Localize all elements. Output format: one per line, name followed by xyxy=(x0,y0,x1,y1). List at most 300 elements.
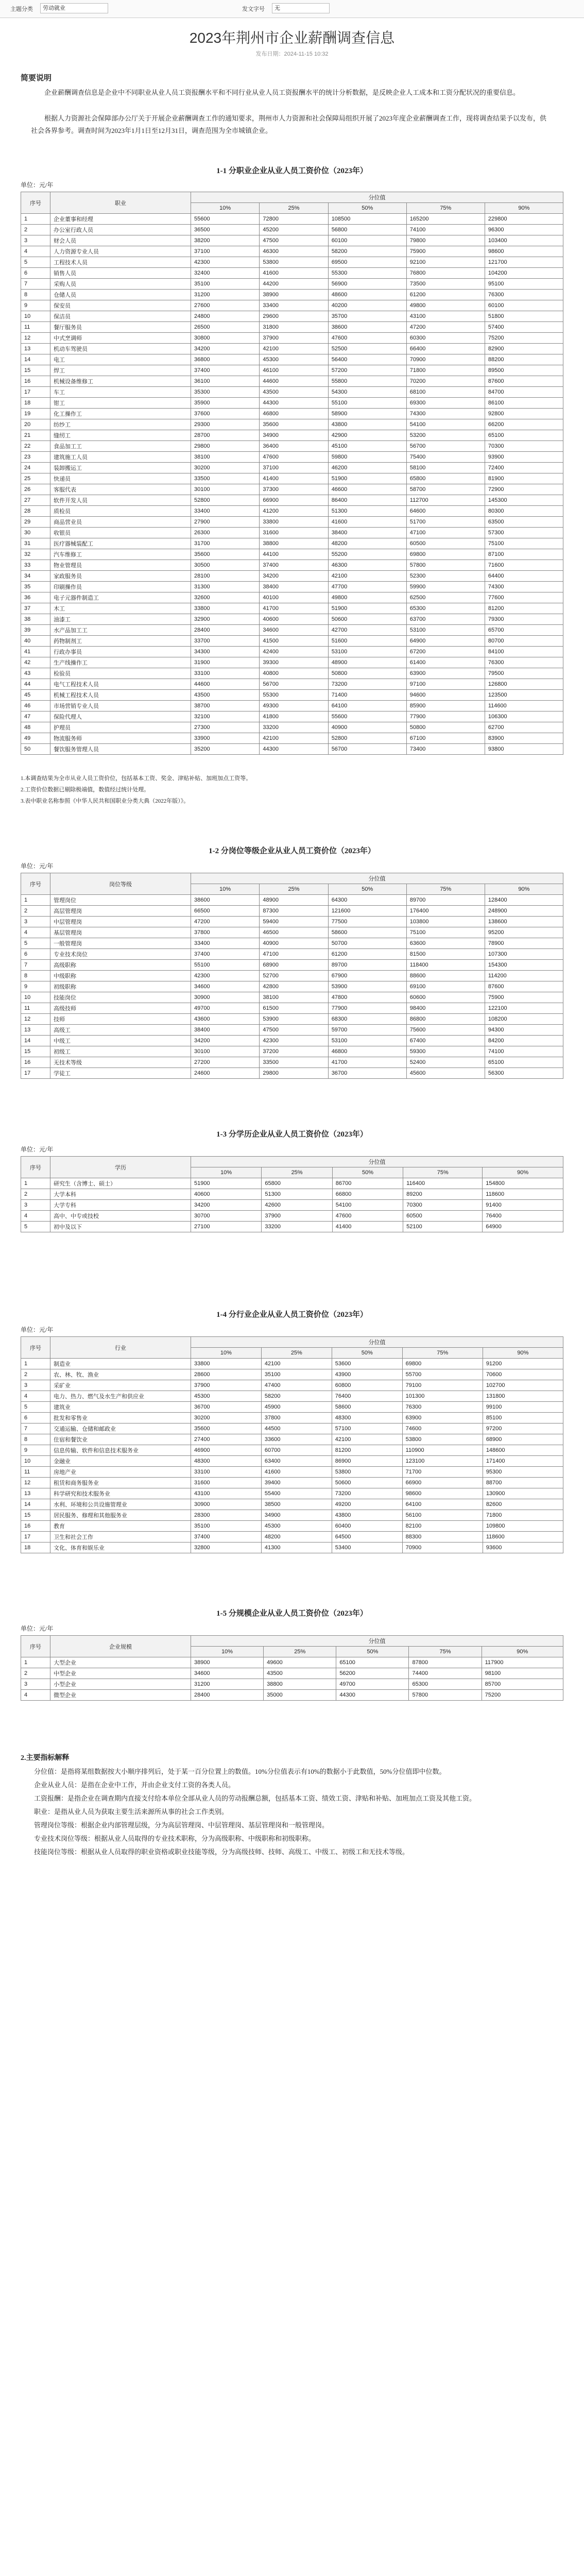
cell-value: 30500 xyxy=(191,560,260,571)
cell-value: 53600 xyxy=(332,1359,402,1369)
cell-value: 27400 xyxy=(191,1434,262,1445)
cell-value: 30200 xyxy=(191,463,260,473)
page-title: 2023年荆州市企业薪酬调查信息 xyxy=(189,30,395,46)
cell-value: 77900 xyxy=(406,711,485,722)
row-label: 缝纫工 xyxy=(50,430,191,441)
cell-value: 33400 xyxy=(191,938,260,949)
row-number: 1 xyxy=(21,1657,50,1668)
col-header-percentile: 10% xyxy=(191,1348,262,1359)
cell-value: 55700 xyxy=(402,1369,483,1380)
cell-value: 93800 xyxy=(485,744,563,755)
cell-value: 101300 xyxy=(402,1391,483,1402)
row-label: 卫生和社会工作 xyxy=(50,1532,191,1543)
cell-value: 128400 xyxy=(485,895,563,906)
cell-value: 121700 xyxy=(485,257,563,268)
cell-value: 56700 xyxy=(406,441,485,452)
row-number: 37 xyxy=(21,603,50,614)
row-number: 12 xyxy=(21,1478,50,1488)
cell-value: 56700 xyxy=(328,744,406,755)
cell-value: 38900 xyxy=(191,1657,264,1668)
table-row xyxy=(21,603,563,614)
row-label: 高层管理岗 xyxy=(50,906,191,917)
row-label: 装卸搬运工 xyxy=(50,463,191,473)
cell-value: 49800 xyxy=(328,592,406,603)
cell-value: 33400 xyxy=(191,506,260,517)
table-row xyxy=(21,1510,563,1521)
table-row xyxy=(21,906,563,917)
cell-value: 53100 xyxy=(328,647,406,657)
table-row xyxy=(21,268,563,279)
row-label: 护理员 xyxy=(50,722,191,733)
cell-value: 31800 xyxy=(260,322,328,333)
cell-value: 51600 xyxy=(328,636,406,647)
cell-value: 51900 xyxy=(191,1178,262,1189)
cell-value: 28700 xyxy=(191,430,260,441)
cell-value: 52700 xyxy=(260,971,328,981)
cell-value: 51800 xyxy=(485,311,563,322)
cell-value: 59900 xyxy=(406,582,485,592)
cell-value: 38200 xyxy=(191,235,260,246)
cell-value: 60700 xyxy=(261,1445,332,1456)
col-header-percentile-group: 分位值 xyxy=(191,1636,563,1647)
row-number: 36 xyxy=(21,592,50,603)
cell-value: 30800 xyxy=(191,333,260,344)
cell-value: 33800 xyxy=(191,1359,262,1369)
table-row xyxy=(21,1532,563,1543)
cell-value: 60300 xyxy=(406,333,485,344)
row-number: 23 xyxy=(21,452,50,463)
cell-value: 43800 xyxy=(328,419,406,430)
cell-value: 74100 xyxy=(406,225,485,235)
row-label: 基层管理岗 xyxy=(50,927,191,938)
cell-value: 70900 xyxy=(402,1543,483,1553)
cell-value: 84100 xyxy=(485,647,563,657)
cell-value: 53800 xyxy=(332,1467,402,1478)
cell-value: 130900 xyxy=(483,1488,563,1499)
table-4-unit: 单位：元/年 xyxy=(21,1326,54,1333)
table-row xyxy=(21,1178,563,1189)
table-row xyxy=(21,376,563,387)
row-number: 17 xyxy=(21,1532,50,1543)
row-label: 钳工 xyxy=(50,398,191,409)
cell-value: 114600 xyxy=(485,701,563,711)
cell-value: 42600 xyxy=(262,1200,332,1211)
cell-value: 38800 xyxy=(264,1679,336,1690)
row-label: 快递员 xyxy=(50,473,191,484)
cell-value: 67900 xyxy=(328,971,406,981)
cell-value: 77600 xyxy=(485,592,563,603)
cell-value: 40900 xyxy=(260,938,328,949)
table-row xyxy=(21,1036,563,1046)
row-label: 技师 xyxy=(50,1014,191,1025)
row-label: 质检员 xyxy=(50,506,191,517)
explanation-item: 分位值：是指将某组数据按大小顺序排列后，处于某一百分位置上的数值。10%分位值表示有10%的数据小于此数值，50%分位值即中位数。 xyxy=(34,1768,446,1775)
cell-value: 34200 xyxy=(191,344,260,354)
cell-value: 117900 xyxy=(482,1657,563,1668)
row-label: 餐厅服务员 xyxy=(50,322,191,333)
table-row xyxy=(21,1478,563,1488)
cell-value: 47700 xyxy=(328,582,406,592)
cell-value: 55400 xyxy=(261,1488,332,1499)
cell-value: 69300 xyxy=(406,398,485,409)
table-row xyxy=(21,1467,563,1478)
row-number: 28 xyxy=(21,506,50,517)
cell-value: 38600 xyxy=(328,322,406,333)
cell-value: 51900 xyxy=(328,473,406,484)
cell-value: 60400 xyxy=(332,1521,402,1532)
cell-value: 43500 xyxy=(191,690,260,701)
cell-value: 57400 xyxy=(485,322,563,333)
cell-value: 42100 xyxy=(260,733,328,744)
table-row xyxy=(21,214,563,225)
cell-value: 109800 xyxy=(483,1521,563,1532)
cell-value: 79500 xyxy=(485,668,563,679)
row-label: 农、林、牧、渔业 xyxy=(50,1369,191,1380)
table-row xyxy=(21,1543,563,1553)
col-header-percentile: 10% xyxy=(191,1647,264,1657)
row-number: 6 xyxy=(21,1413,50,1423)
intro-paragraph-1: 企业薪酬调查信息是企业中不同职业从业人员工资报酬水平和不同行业从业人员工资报酬水平的统计分析数据，是反映企业人工成本和工资分配状况的重要信息。 xyxy=(44,89,520,96)
cell-value: 40100 xyxy=(260,592,328,603)
cell-value: 46200 xyxy=(328,463,406,473)
cell-value: 74600 xyxy=(402,1423,483,1434)
cell-value: 41600 xyxy=(328,517,406,528)
col-header-percentile-group: 分位值 xyxy=(191,1157,563,1167)
row-number: 6 xyxy=(21,949,50,960)
cell-value: 35600 xyxy=(191,1423,262,1434)
table-row xyxy=(21,1057,563,1068)
cell-value: 68100 xyxy=(406,387,485,398)
cell-value: 48900 xyxy=(328,657,406,668)
table-row xyxy=(21,571,563,582)
cell-value: 98400 xyxy=(406,1003,485,1014)
row-number: 1 xyxy=(21,1178,50,1189)
cell-value: 30900 xyxy=(191,1499,262,1510)
col-header-name: 学历 xyxy=(50,1157,191,1178)
col-header-name: 企业规模 xyxy=(50,1636,191,1657)
row-number: 8 xyxy=(21,290,50,300)
table-row xyxy=(21,960,563,971)
cell-value: 104200 xyxy=(485,268,563,279)
cell-value: 73200 xyxy=(328,679,406,690)
row-label: 电子元器件制造工 xyxy=(50,592,191,603)
table-2-title: 1-2 分岗位等级企业从业人员工资价位（2023年） xyxy=(209,847,375,855)
cell-value: 51300 xyxy=(328,506,406,517)
row-number: 33 xyxy=(21,560,50,571)
row-number: 26 xyxy=(21,484,50,495)
row-label: 食品加工工 xyxy=(50,441,191,452)
row-label: 机械工程技术人员 xyxy=(50,690,191,701)
cell-value: 45100 xyxy=(328,441,406,452)
table-row xyxy=(21,625,563,636)
table-row xyxy=(21,246,563,257)
table-row xyxy=(21,473,563,484)
row-number: 49 xyxy=(21,733,50,744)
cell-value: 63900 xyxy=(402,1413,483,1423)
cell-value: 81500 xyxy=(406,949,485,960)
cell-value: 75900 xyxy=(406,246,485,257)
row-number: 4 xyxy=(21,1211,50,1222)
row-label: 工程技术人员 xyxy=(50,257,191,268)
cell-value: 59800 xyxy=(328,452,406,463)
table-row xyxy=(21,1189,563,1200)
cell-value: 27600 xyxy=(191,300,260,311)
cell-value: 65700 xyxy=(485,625,563,636)
cell-value: 229800 xyxy=(485,214,563,225)
cell-value: 58100 xyxy=(406,463,485,473)
cell-value: 38100 xyxy=(191,452,260,463)
cell-value: 46300 xyxy=(260,246,328,257)
cell-value: 32400 xyxy=(191,268,260,279)
cell-value: 73200 xyxy=(332,1488,402,1499)
table-row xyxy=(21,1380,563,1391)
row-number: 39 xyxy=(21,625,50,636)
cell-value: 33500 xyxy=(191,473,260,484)
cell-value: 46100 xyxy=(260,365,328,376)
col-header-percentile-group: 分位值 xyxy=(191,1337,563,1348)
cell-value: 32800 xyxy=(191,1543,262,1553)
cell-value: 47100 xyxy=(406,528,485,538)
table-industry-wages xyxy=(21,1336,563,1553)
cell-value: 75200 xyxy=(482,1690,563,1701)
row-number: 2 xyxy=(21,1668,50,1679)
cell-value: 34900 xyxy=(261,1510,332,1521)
table-row xyxy=(21,365,563,376)
indicator-explanations xyxy=(21,1752,563,1859)
cell-value: 61500 xyxy=(260,1003,328,1014)
cell-value: 50800 xyxy=(406,722,485,733)
row-number: 11 xyxy=(21,1467,50,1478)
row-number: 13 xyxy=(21,1025,50,1036)
cell-value: 43500 xyxy=(260,387,328,398)
row-number: 9 xyxy=(21,300,50,311)
row-label: 中层管理岗 xyxy=(50,917,191,927)
cell-value: 42400 xyxy=(260,647,328,657)
cell-value: 68900 xyxy=(260,960,328,971)
row-number: 45 xyxy=(21,690,50,701)
row-label: 仓储人员 xyxy=(50,290,191,300)
cell-value: 78900 xyxy=(485,938,563,949)
row-label: 初级职称 xyxy=(50,981,191,992)
cell-value: 65800 xyxy=(262,1178,332,1189)
cell-value: 66900 xyxy=(260,495,328,506)
cell-value: 34900 xyxy=(260,430,328,441)
row-label: 机动车驾驶员 xyxy=(50,344,191,354)
cell-value: 56800 xyxy=(328,225,406,235)
cell-value: 44500 xyxy=(261,1423,332,1434)
row-label: 医疗器械装配工 xyxy=(50,538,191,549)
cell-value: 37400 xyxy=(260,560,328,571)
row-number: 17 xyxy=(21,387,50,398)
cell-value: 46300 xyxy=(328,560,406,571)
row-label: 药物制剂工 xyxy=(50,636,191,647)
table-row xyxy=(21,1003,563,1014)
cell-value: 88200 xyxy=(485,354,563,365)
col-header-no: 序号 xyxy=(21,1337,50,1359)
cell-value: 71700 xyxy=(402,1467,483,1478)
cell-value: 33400 xyxy=(260,300,328,311)
cell-value: 73400 xyxy=(406,744,485,755)
cell-value: 48200 xyxy=(261,1532,332,1543)
cell-value: 154800 xyxy=(483,1178,563,1189)
cell-value: 31300 xyxy=(191,582,260,592)
cell-value: 86400 xyxy=(328,495,406,506)
cell-value: 112700 xyxy=(406,495,485,506)
row-number: 9 xyxy=(21,1445,50,1456)
cell-value: 154300 xyxy=(485,960,563,971)
cell-value: 33100 xyxy=(191,1467,262,1478)
cell-value: 76800 xyxy=(406,268,485,279)
cell-value: 53900 xyxy=(328,981,406,992)
col-header-percentile: 75% xyxy=(402,1348,483,1359)
cell-value: 41700 xyxy=(328,1057,406,1068)
cell-value: 97100 xyxy=(406,679,485,690)
cell-value: 27200 xyxy=(191,1057,260,1068)
table-row xyxy=(21,290,563,300)
cell-value: 88300 xyxy=(402,1532,483,1543)
cell-value: 81900 xyxy=(485,473,563,484)
table-row xyxy=(21,419,563,430)
cell-value: 42700 xyxy=(328,625,406,636)
cell-value: 33500 xyxy=(260,1057,328,1068)
cell-value: 74400 xyxy=(409,1668,482,1679)
table-row xyxy=(21,592,563,603)
cell-value: 28100 xyxy=(191,571,260,582)
row-label: 物流服务师 xyxy=(50,733,191,744)
cell-value: 38600 xyxy=(191,895,260,906)
table-row xyxy=(21,1488,563,1499)
table-header-row xyxy=(21,1337,563,1348)
row-number: 31 xyxy=(21,538,50,549)
table-row xyxy=(21,722,563,733)
cell-value: 36800 xyxy=(191,354,260,365)
cell-value: 28400 xyxy=(191,625,260,636)
cell-value: 69500 xyxy=(328,257,406,268)
cell-value: 53800 xyxy=(402,1434,483,1445)
table-header-row xyxy=(21,1636,563,1647)
cell-value: 34200 xyxy=(191,1200,262,1211)
row-label: 高级技师 xyxy=(50,1003,191,1014)
cell-value: 66900 xyxy=(402,1478,483,1488)
cell-value: 70300 xyxy=(485,441,563,452)
row-number: 3 xyxy=(21,1380,50,1391)
table-row xyxy=(21,636,563,647)
row-number: 50 xyxy=(21,744,50,755)
row-number: 7 xyxy=(21,279,50,290)
cell-value: 38400 xyxy=(328,528,406,538)
row-label: 水产品加工工 xyxy=(50,625,191,636)
cell-value: 95100 xyxy=(485,279,563,290)
cell-value: 69800 xyxy=(402,1359,483,1369)
row-label: 销售人员 xyxy=(50,268,191,279)
cell-value: 65300 xyxy=(409,1679,482,1690)
row-number: 11 xyxy=(21,1003,50,1014)
col-header-percentile: 10% xyxy=(191,884,260,895)
cell-value: 72800 xyxy=(260,214,328,225)
col-header-percentile: 50% xyxy=(328,203,406,214)
cell-value: 39400 xyxy=(261,1478,332,1488)
cell-value: 97200 xyxy=(483,1423,563,1434)
cell-value: 41200 xyxy=(260,506,328,517)
cell-value: 74300 xyxy=(406,409,485,419)
cell-value: 37900 xyxy=(260,333,328,344)
cell-value: 87300 xyxy=(260,906,328,917)
row-number: 34 xyxy=(21,571,50,582)
cell-value: 69800 xyxy=(406,549,485,560)
row-number: 42 xyxy=(21,657,50,668)
cell-value: 33800 xyxy=(191,603,260,614)
cell-value: 56700 xyxy=(260,679,328,690)
row-number: 12 xyxy=(21,1014,50,1025)
row-label: 中级职称 xyxy=(50,971,191,981)
table-row xyxy=(21,495,563,506)
row-label: 保险代理人 xyxy=(50,711,191,722)
cell-value: 88600 xyxy=(406,971,485,981)
cell-value: 54100 xyxy=(406,419,485,430)
cell-value: 35100 xyxy=(191,1521,262,1532)
cell-value: 60100 xyxy=(328,235,406,246)
cell-value: 67100 xyxy=(406,733,485,744)
cell-value: 44200 xyxy=(260,279,328,290)
cell-value: 96300 xyxy=(485,225,563,235)
row-number: 3 xyxy=(21,235,50,246)
cell-value: 60500 xyxy=(406,538,485,549)
cell-value: 171400 xyxy=(483,1456,563,1467)
cell-value: 35200 xyxy=(191,744,260,755)
table-row xyxy=(21,430,563,441)
cell-value: 95200 xyxy=(485,927,563,938)
table-row xyxy=(21,1359,563,1369)
cell-value: 61200 xyxy=(406,290,485,300)
col-header-percentile: 25% xyxy=(264,1647,336,1657)
cell-value: 75600 xyxy=(406,1025,485,1036)
cell-value: 41700 xyxy=(260,603,328,614)
cell-value: 64500 xyxy=(332,1532,402,1543)
cell-value: 50600 xyxy=(328,614,406,625)
col-header-no: 序号 xyxy=(21,873,50,895)
table-row xyxy=(21,322,563,333)
table-row xyxy=(21,701,563,711)
table-4-title: 1-4 分行业企业从业人员工资价位（2023年） xyxy=(216,1311,368,1319)
table-row xyxy=(21,311,563,322)
cell-value: 69100 xyxy=(406,981,485,992)
cell-value: 75400 xyxy=(406,452,485,463)
cell-value: 59300 xyxy=(406,1046,485,1057)
table-row xyxy=(21,744,563,755)
cell-value: 45300 xyxy=(191,1391,262,1402)
cell-value: 49600 xyxy=(264,1657,336,1668)
cell-value: 76400 xyxy=(483,1211,563,1222)
cell-value: 37300 xyxy=(260,484,328,495)
table-row xyxy=(21,1200,563,1211)
table-row xyxy=(21,927,563,938)
cell-value: 82600 xyxy=(483,1499,563,1510)
cell-value: 43900 xyxy=(332,1369,402,1380)
cell-value: 30100 xyxy=(191,484,260,495)
row-number: 2 xyxy=(21,1369,50,1380)
cell-value: 52100 xyxy=(403,1222,483,1232)
cell-value: 30200 xyxy=(191,1413,262,1423)
cell-value: 47100 xyxy=(260,949,328,960)
cell-value: 70600 xyxy=(483,1369,563,1380)
table-row xyxy=(21,711,563,722)
cell-value: 57800 xyxy=(409,1690,482,1701)
note-line: 3.表中职业名称参照《中华人民共和国职业分类大典（2022年版）》。 xyxy=(21,798,190,804)
cell-value: 28600 xyxy=(191,1369,262,1380)
row-label: 建筑业 xyxy=(50,1402,191,1413)
note-line: 1.本调查结果为全市从业人员工资价位，包括基本工资、奖金、津贴补贴、加班加点工资等。 xyxy=(21,775,252,782)
table-1-notes xyxy=(21,773,563,807)
